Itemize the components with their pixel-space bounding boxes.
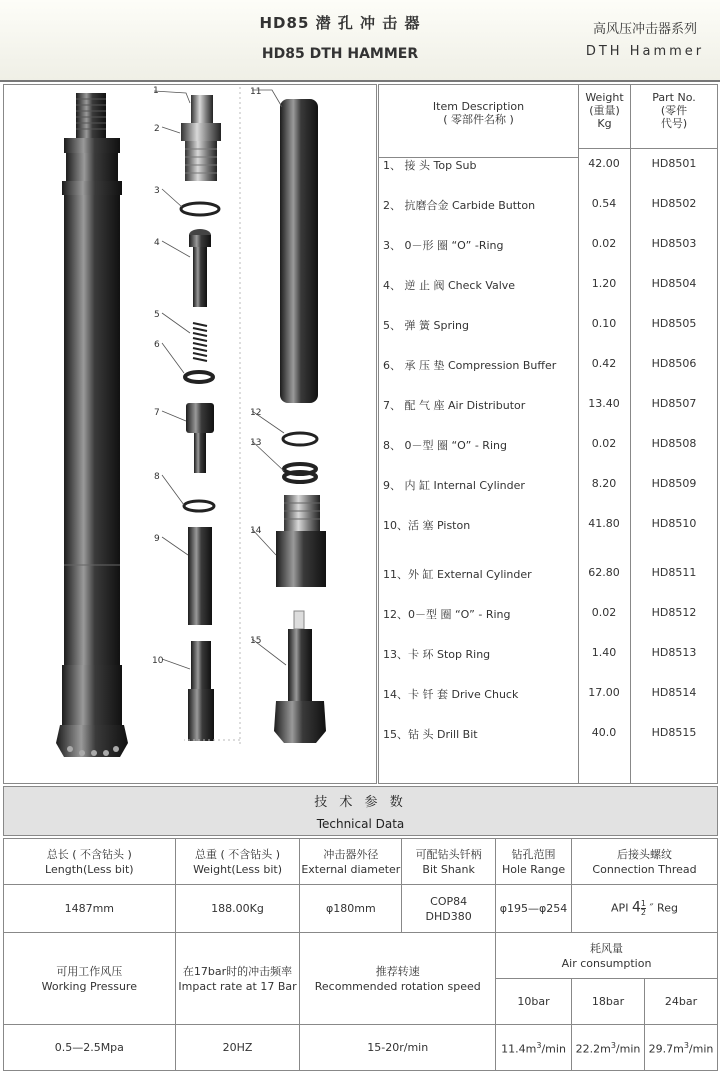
diameter-value: φ180mm [300,885,402,933]
technical-data-header [3,786,718,836]
rotation-label: 推荐转速 Recommended rotation speed [300,933,496,1025]
part-weight: 40.0 [591,726,617,739]
rotation-value: 15-20r/min [300,1025,496,1071]
part-number: HD8511 [651,566,697,579]
callout-3: 3 [154,186,160,196]
impact-value: 20HZ [175,1025,300,1071]
header-weight: Weight (重量) Kg [579,85,630,149]
part-weight: 8.20 [591,477,617,490]
callout-8: 8 [154,472,160,482]
air-value-24bar: $29.7m^3/\min$ [644,1025,717,1071]
part-number: HD8514 [651,686,697,699]
part-description: 5、 弹 簧 Spring [383,319,469,332]
part-weight: 13.40 [588,397,620,410]
part-number: HD8505 [651,317,697,330]
callout-5: 5 [154,310,160,320]
table-row [379,722,717,744]
callout-7: 7 [154,408,160,418]
spec-table [3,838,718,1071]
series-chinese: 高风压冲击器系列 [592,22,697,37]
part-weight: 1.20 [591,277,617,290]
part-description: 11、外 缸 External Cylinder [383,568,532,581]
callout-15: 15 [250,636,262,646]
table-row [379,473,717,495]
table-row [379,513,717,535]
diameter-label: 冲击器外径 External diameter [300,839,402,885]
part-description: 9、 内 缸 Internal Cylinder [383,479,525,492]
part-description: 6、 承 压 垫 Compression Buffer [383,359,557,372]
hole-range-label: 钻孔范围 Hole Range [496,839,572,885]
length-value: 1487mm [4,885,176,933]
header-part-no: Part No. (零件 代号) [631,85,717,149]
part-number: HD8508 [651,437,697,450]
part-number: HD8501 [651,157,697,170]
part-number: HD8515 [651,726,697,739]
part-description: 10、活 塞 Piston [383,519,471,532]
part-weight: 17.00 [588,686,620,699]
callout-11: 11 [250,87,262,97]
callout-12: 12 [250,408,262,418]
callout-13: 13 [250,438,262,448]
part-weight: 41.80 [588,517,620,530]
air-value-10bar: $11.4m^3/\min$ [496,1025,572,1071]
callout-14: 14 [250,526,262,536]
part-weight: 0.42 [591,357,617,370]
callout-4: 4 [154,238,160,248]
table-row [379,153,717,175]
part-number: HD8503 [651,237,697,250]
part-number: HD8506 [651,357,697,370]
callout-6: 6 [154,340,160,350]
callout-2: 2 [154,124,160,134]
pressure-label: 可用工作风压 Working Pressure [4,933,176,1025]
part-description: 12、0－型 圈 “O” - Ring [383,608,511,621]
part-number: HD8510 [651,517,697,530]
hole-range-value: φ195—φ254 [496,885,572,933]
table-row [379,193,717,215]
part-description: 13、卡 环 Stop Ring [383,648,491,661]
tech-title-cn: 技 术 参 数 [314,795,407,810]
thread-value: API 4 $\frac{1}{2}$ ″ Reg [572,885,718,933]
part-description: 3、 0－形 圈 “O” -Ring [383,239,504,252]
air-col-10bar: 10bar [496,979,572,1025]
table-row [379,642,717,664]
weight-label: 总重 ( 不含钻头 ) Weight(Less bit) [175,839,300,885]
part-weight: 0.02 [591,437,617,450]
title-english: HD85 DTH HAMMER [261,46,419,62]
part-number: HD8507 [651,397,697,410]
table-row [379,682,717,704]
air-col-24bar: 24bar [644,979,717,1025]
page-header [0,0,720,82]
part-number: HD8504 [651,277,697,290]
part-weight: 42.00 [588,157,620,170]
weight-value: 188.00Kg [175,885,300,933]
callout-9: 9 [154,534,160,544]
table-row [379,602,717,624]
air-consumption-label: 耗风量 Air consumption [496,933,718,979]
hammer-drawing [4,85,378,785]
part-description: 1、 接 头 Top Sub [383,159,477,172]
part-number: HD8512 [651,606,697,619]
exploded-drawing-panel [3,84,377,784]
callout-1: 1 [153,86,159,96]
exploded-parts [154,87,326,745]
table-row [379,313,717,335]
impact-label: 在17bar时的冲击频率 Impact rate at 17 Bar [175,933,300,1025]
air-value-18bar: $22.2m^3/\min$ [572,1025,645,1071]
part-description: 8、 0－型 圈 “O” - Ring [383,439,507,452]
callout-10: 10 [152,656,164,666]
pressure-value: 0.5—2.5Mpa [4,1025,176,1071]
table-row [379,393,717,415]
part-weight: 0.10 [591,317,617,330]
table-row [379,273,717,295]
thread-label: 后接头螺纹 Connection Thread [572,839,718,885]
tech-title-en: Technical Data [316,817,405,831]
header-item-description: Item Description ( 零部件名称 ) [379,85,578,158]
part-number: HD8513 [651,646,697,659]
part-weight: 62.80 [588,566,620,579]
parts-table [378,84,718,784]
length-label: 总长 ( 不含钻头 ) Length(Less bit) [4,839,176,885]
part-number: HD8502 [651,197,697,210]
part-description: 7、 配 气 座 Air Distributor [383,399,526,412]
part-weight: 0.02 [591,237,617,250]
air-col-18bar: 18bar [572,979,645,1025]
shank-value: COP84 DHD380 [402,885,496,933]
shank-label: 可配钻头钎柄 Bit Shank [402,839,496,885]
table-row [379,562,717,584]
part-weight: 0.02 [591,606,617,619]
series-english: DTH Hammer [585,44,705,59]
part-description: 14、卡 钎 套 Drive Chuck [383,688,519,701]
part-number: HD8509 [651,477,697,490]
assembled-hammer [56,93,128,757]
title-chinese: HD85 潜 孔 冲 击 器 [259,14,421,32]
part-description: 4、 逆 止 阀 Check Valve [383,279,516,292]
part-description: 15、钻 头 Drill Bit [383,728,478,741]
table-row [379,233,717,255]
part-weight: 0.54 [591,197,617,210]
table-row [379,353,717,375]
table-row [379,433,717,455]
part-weight: 1.40 [591,646,617,659]
part-description: 2、 抗磨合金 Carbide Button [383,199,536,212]
